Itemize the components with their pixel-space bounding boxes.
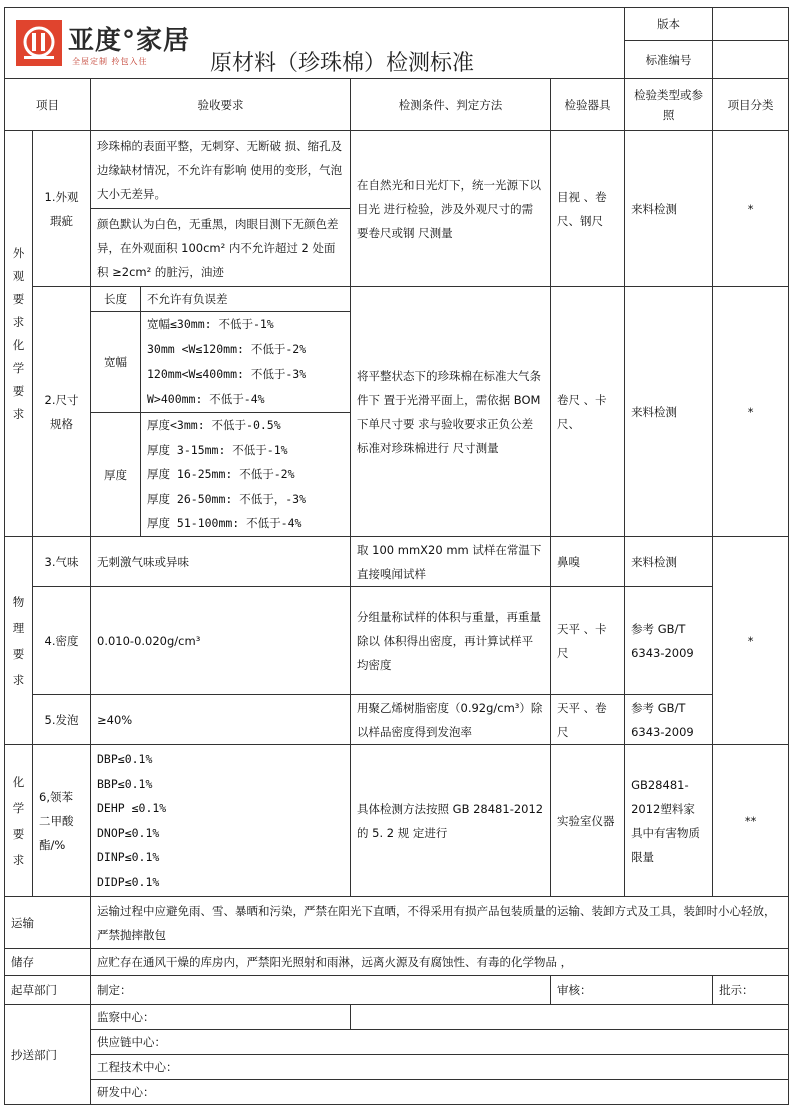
brand-logo — [16, 20, 206, 72]
item-foam: 5.发泡 — [33, 695, 91, 745]
phthalate-req: BBP≤0.1% — [97, 776, 153, 791]
foam-method: 用聚乙烯树脂密度（0.92g/cm³）除以样品密度得到发泡率 — [351, 695, 551, 745]
thick-req: 厚度 51-100mm: 不低于-4% — [147, 516, 302, 531]
standard-table — [4, 7, 789, 1105]
distribution-label: 抄送部门 — [5, 1005, 91, 1105]
size-ref: 来料检测 — [625, 287, 713, 537]
version-value — [713, 8, 789, 41]
draft-field: 制定： — [91, 976, 551, 1005]
logo-name: 亚度°家居 — [68, 26, 191, 56]
defect-cat: * — [713, 131, 789, 287]
foam-req: ≥40% — [91, 695, 351, 745]
width-req: 120mm<W≤400mm: 不低于-3% — [147, 367, 307, 381]
thick-req: 厚度 26-50mm: 不低于，-3% — [147, 491, 307, 506]
phthalate-cat: ** — [713, 745, 789, 897]
density-tool: 天平 、卡尺 — [551, 587, 625, 695]
item-density: 4.密度 — [33, 587, 91, 695]
logo-mark-icon — [16, 20, 62, 66]
phthalate-reqs — [91, 745, 351, 897]
odor-method: 取 100 mmX20 mm 试样在常温下直接嗅闻试样 — [351, 537, 551, 587]
logo-slogan: 全屋定制 拎包入住 — [72, 57, 148, 66]
drafting-label: 起草部门 — [5, 976, 91, 1005]
group-chemical — [5, 745, 33, 897]
defect-req-2: 颜色默认为白色，无重黑，肉眼目测下无颜色差异，在外观面积 100cm² 内不允许超过 2 处面积 ≥2cm² 的脏污，油迹 — [91, 209, 351, 287]
col-method: 检测条件、判定方法 — [351, 79, 551, 131]
odor-ref: 来料检测 — [625, 537, 713, 587]
storage-text: 应贮存在通风干燥的库房内，严禁阳光照射和雨淋，远离火源及有腐蚀性、有毒的化学物品 ， — [91, 949, 789, 976]
document-title: 原材料（珍珠棉）检测标准 — [210, 51, 475, 76]
length-label: 长度 — [91, 287, 141, 312]
width-label: 宽幅 — [91, 312, 141, 413]
defect-method: 在自然光和日光灯下，统一光源下以目光 进行检验，涉及外观尺寸的需要卷尺或钢 尺测量 — [351, 131, 551, 287]
approve-field: 批示： — [713, 976, 789, 1005]
length-req: 不允许有负误差 — [141, 287, 351, 312]
odor-tool: 鼻嗅 — [551, 537, 625, 587]
item-odor: 3.气味 — [33, 537, 91, 587]
size-tool: 卷尺 、卡尺、 — [551, 287, 625, 537]
thick-req: 厚度<3mm: 不低于-0.5% — [147, 418, 281, 433]
phthalate-req: DNOP≤0.1% — [97, 825, 160, 840]
density-method: 分组量称试样的体积与重量，再重量除以 体积得出密度，再计算试样平均密度 — [351, 587, 551, 695]
odor-req: 无刺激气味或异味 — [91, 537, 351, 587]
foam-ref: 参考 GB/T 6343-2009 — [625, 695, 713, 745]
size-method: 将平整状态下的珍珠棉在标准大气条件下 置于光滑平面上，需依据 BOM 下单尺寸要 求与验收要求正负公差标准对珍珠棉进行 尺寸测量 — [351, 287, 551, 537]
item-phthalate: 6,领苯二甲酸酯/% — [33, 745, 91, 897]
size-cat: * — [713, 287, 789, 537]
thick-label: 厚度 — [91, 413, 141, 537]
dept-rnd: 研发中心： — [91, 1080, 789, 1105]
phthalate-method: 具体检测方法按照 GB 28481-2012 的 5. 2 规 定进行 — [351, 745, 551, 897]
density-ref: 参考 GB/T 6343-2009 — [625, 587, 713, 695]
physical-cat: * — [713, 537, 789, 745]
group-chemical-text: 化学要求 — [12, 774, 25, 867]
col-category: 项目分类 — [713, 79, 789, 131]
width-req: W>400mm: 不低于-4% — [147, 392, 265, 406]
phthalate-req: DINP≤0.1% — [97, 850, 160, 864]
group-appearance — [5, 131, 33, 537]
defect-ref: 来料检测 — [625, 131, 713, 287]
version-label: 版本 — [625, 8, 713, 41]
transport-text: 运输过程中应避免雨、雪、暴晒和污染，严禁在阳光下直晒，不得采用有损产品包装质量的运输、装卸方式及工具，装卸时小心轻放，严禁抛摔散包 — [91, 897, 789, 949]
review-field: 审核： — [551, 976, 713, 1005]
phthalate-req: DIDP≤0.1% — [97, 874, 160, 889]
storage-label: 储存 — [5, 949, 91, 976]
group-physical — [5, 537, 33, 745]
width-reqs — [141, 312, 351, 413]
dept-engineering: 工程技术中心： — [91, 1055, 789, 1080]
phthalate-req: DBP≤0.1% — [97, 752, 153, 766]
group-appearance-text: 外观要求化学要求 — [12, 245, 25, 421]
foam-tool: 天平 、卷尺 — [551, 695, 625, 745]
item-size: 2.尺寸规格 — [33, 287, 91, 537]
item-defect: 1.外观瑕疵 — [33, 131, 91, 287]
col-tool: 检验器具 — [551, 79, 625, 131]
width-req: 宽幅≤30mm: 不低于-1% — [147, 317, 274, 331]
phthalate-ref: GB28481-2012塑料家具中有害物质限量 — [625, 745, 713, 897]
col-item: 项目 — [5, 79, 91, 131]
std-no-label: 标准编号 — [625, 41, 713, 79]
defect-req-1: 珍珠棉的表面平整，无刺穿、无断破 损、缩孔及边缘缺材情况，不允许有影响 使用的变形，气泡大小无差异。 — [91, 131, 351, 209]
phthalate-req: DEHP ≤0.1% — [97, 801, 167, 815]
std-no-value — [713, 41, 789, 79]
thick-reqs — [141, 413, 351, 537]
dept-supervision-sign — [351, 1005, 789, 1030]
transport-label: 运输 — [5, 897, 91, 949]
col-requirement: 验收要求 — [91, 79, 351, 131]
thick-req: 厚度 16-25mm: 不低于-2% — [147, 467, 295, 482]
group-physical-text: 物理要求 — [12, 594, 25, 687]
width-req: 30mm <W≤120mm: 不低于-2% — [147, 342, 307, 356]
col-ref: 检验类型或参照 — [625, 79, 713, 131]
dept-supply: 供应链中心： — [91, 1030, 789, 1055]
thick-req: 厚度 3-15mm: 不低于-1% — [147, 442, 288, 457]
defect-tool: 目视 、卷尺、钢尺 — [551, 131, 625, 287]
phthalate-tool: 实验室仪器 — [551, 745, 625, 897]
dept-supervision: 监察中心： — [91, 1005, 351, 1030]
density-req: 0.010-0.020g/cm³ — [91, 587, 351, 695]
